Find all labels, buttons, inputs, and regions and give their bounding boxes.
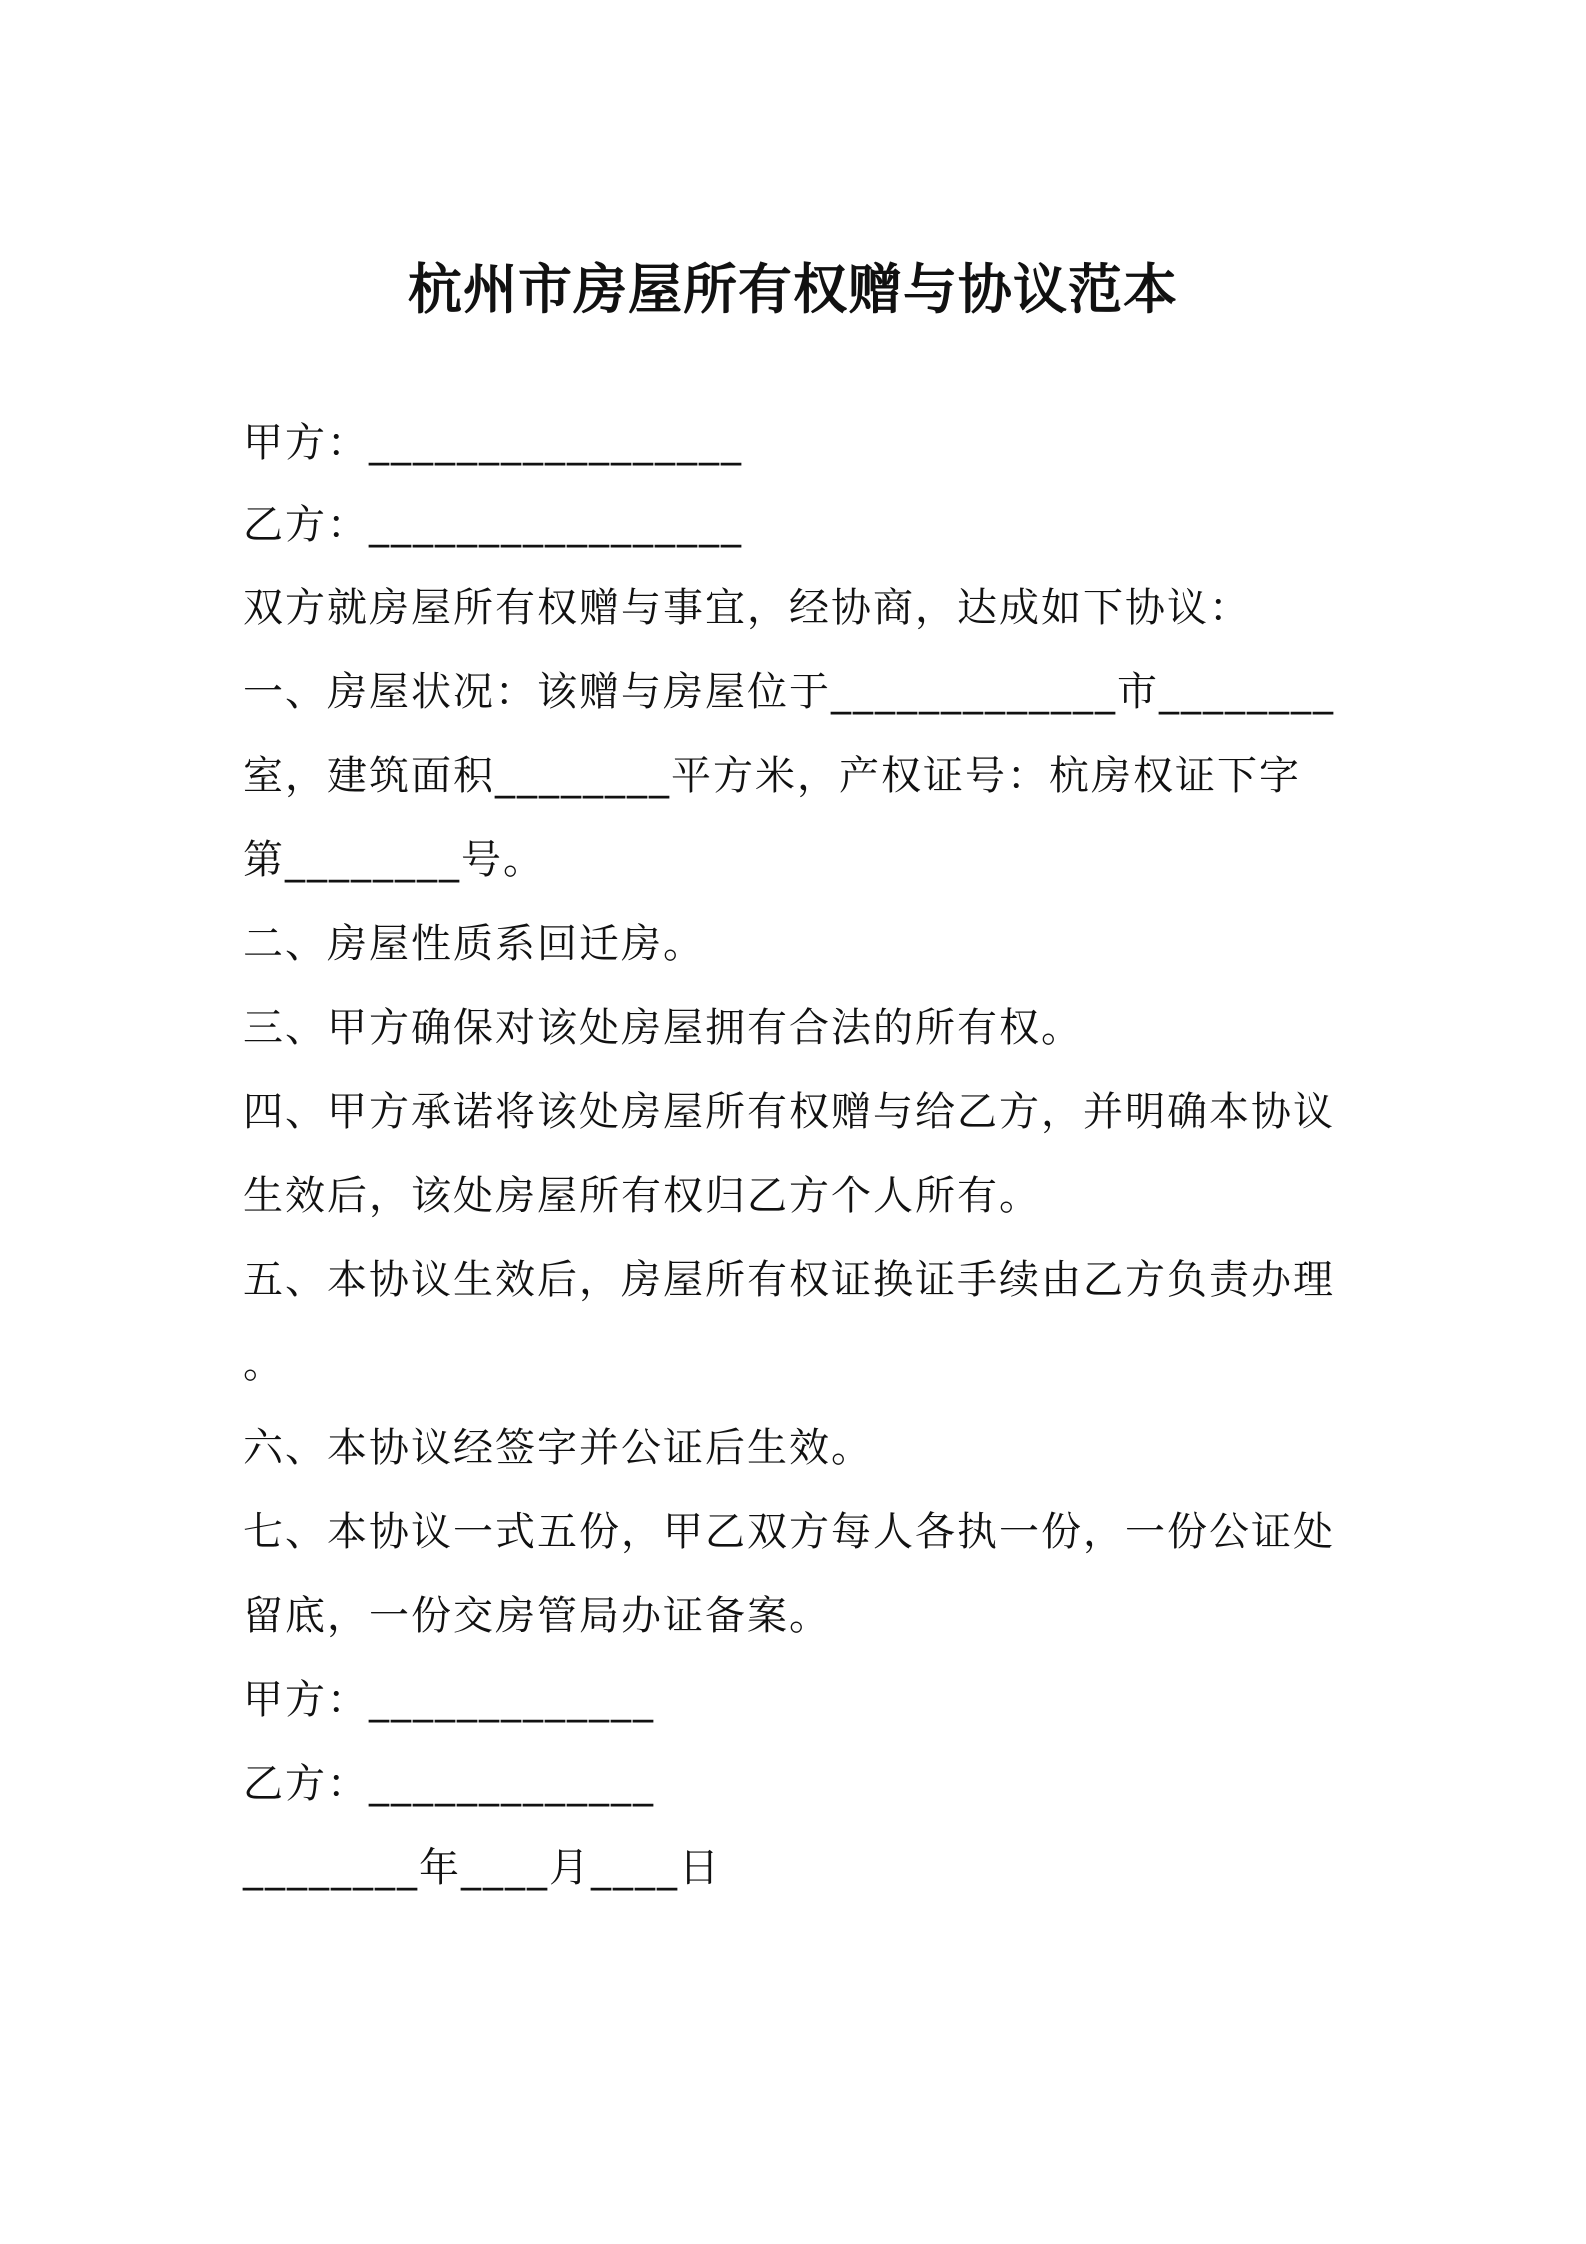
clause-3: 三、甲方确保对该处房屋拥有合法的所有权。	[243, 1005, 1083, 1051]
signature-party-a: 甲方：_____________	[243, 1677, 655, 1723]
clause-7-line-1: 七、本协议一式五份，甲乙双方每人各执一份，一份公证处	[243, 1509, 1335, 1555]
clause-6: 六、本协议经签字并公证后生效。	[243, 1425, 873, 1471]
party-a-line: 甲方：_________________	[243, 420, 743, 466]
intro-paragraph: 双方就房屋所有权赠与事宜，经协商，达成如下协议：	[243, 585, 1251, 631]
date-line: ________年____月____日	[243, 1845, 721, 1891]
clause-1-line-1: 一、房屋状况：该赠与房屋位于_____________市________	[243, 669, 1335, 715]
party-b-line: 乙方：_________________	[243, 502, 743, 548]
clause-1-line-3: 第________号。	[243, 837, 545, 883]
clause-5-line-2: 。	[243, 1341, 285, 1387]
clause-1-line-2: 室，建筑面积________平方米，产权证号：杭房权证下字	[243, 753, 1301, 799]
clause-4-line-1: 四、甲方承诺将该处房屋所有权赠与给乙方，并明确本协议	[243, 1089, 1335, 1135]
clause-7-line-2: 留底，一份交房管局办证备案。	[243, 1593, 831, 1639]
clause-2: 二、房屋性质系回迁房。	[243, 921, 705, 967]
signature-party-b: 乙方：_____________	[243, 1761, 655, 1807]
clause-4-line-2: 生效后，该处房屋所有权归乙方个人所有。	[243, 1173, 1041, 1219]
clause-5-line-1: 五、本协议生效后，房屋所有权证换证手续由乙方负责办理	[243, 1257, 1335, 1303]
document-title: 杭州市房屋所有权赠与协议范本	[408, 258, 1178, 321]
